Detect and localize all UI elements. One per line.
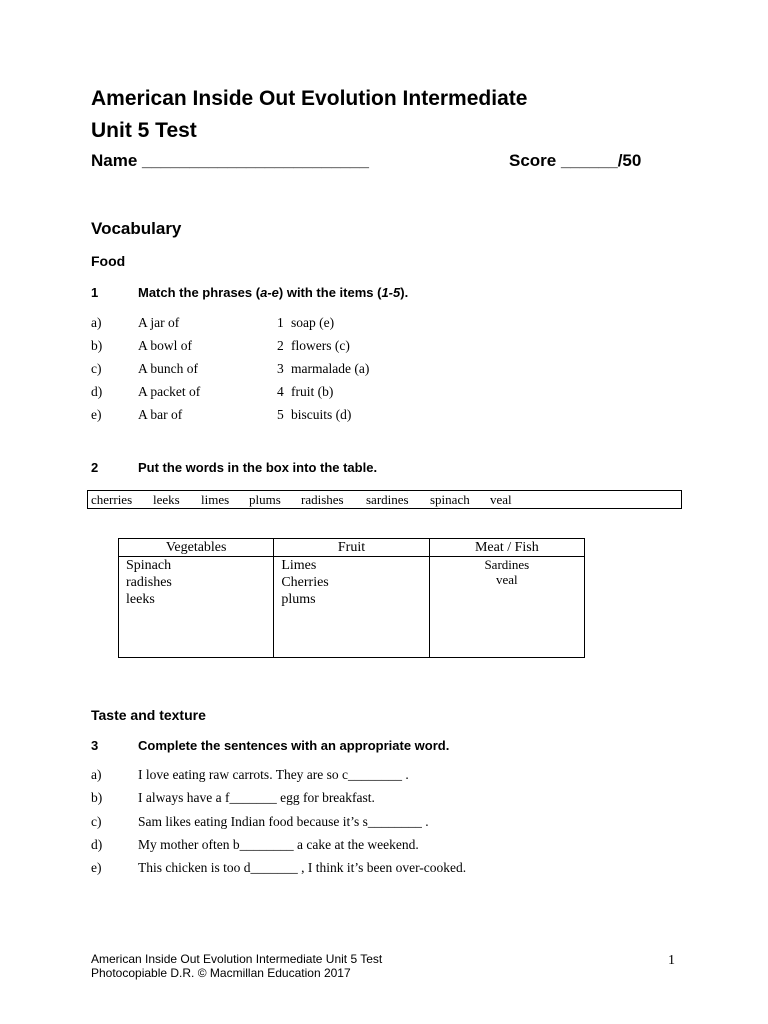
subheading-food: Food [91, 253, 126, 269]
page-number: 1 [668, 953, 675, 968]
cell-meat-fish[interactable] [429, 557, 584, 658]
q3-row-letter: b) [91, 790, 103, 805]
q1-row-num: 1 [277, 315, 284, 330]
word-box-word: limes [201, 492, 230, 507]
name-field[interactable]: Name ________________________ [91, 151, 369, 170]
question-2-instruction: Put the words in the box into the table. [138, 460, 378, 475]
question-1-instruction [138, 285, 408, 300]
word-box-word: sardines [366, 492, 409, 507]
answer-word: Sardines [484, 557, 530, 572]
q1-instr-mid: ) with the items ( [278, 285, 382, 300]
q3-row-letter: c) [91, 814, 102, 829]
word-box-word: radishes [301, 492, 344, 507]
q1-instr-em2: 1-5 [381, 285, 401, 300]
q1-row-letter: a) [91, 315, 102, 330]
q1-instr-em1: a-e [260, 285, 279, 300]
category-table-answer-row [119, 557, 585, 658]
answer-word: Cherries [281, 575, 329, 590]
answer-word: Limes [281, 558, 317, 573]
q1-row-letter: b) [91, 338, 103, 353]
page-title-line2: Unit 5 Test [91, 119, 197, 142]
word-box-word: leeks [153, 492, 180, 507]
subheading-taste-and-texture: Taste and texture [91, 707, 206, 723]
q1-row-letter: e) [91, 407, 102, 422]
question-number-2: 2 [91, 460, 99, 475]
q1-row-phrase: A bar of [138, 407, 183, 422]
cell-fruit[interactable] [274, 557, 429, 658]
q1-instr-post: ). [400, 285, 409, 300]
category-table [118, 538, 585, 658]
question-number-1: 1 [91, 285, 99, 300]
q3-row-letter: d) [91, 837, 103, 852]
question-3-instruction: Complete the sentences with an appropriate word. [138, 738, 450, 753]
answer-word: radishes [126, 575, 172, 590]
q3-sentence[interactable]: Sam likes eating Indian food because it’s s________ . [138, 814, 429, 829]
q3-sentence[interactable]: I love eating raw carrots. They are so c________ . [138, 767, 409, 782]
q1-row-item: fruit (b) [291, 384, 334, 399]
answer-word: plums [281, 592, 316, 607]
word-box-word: spinach [430, 492, 470, 507]
q1-row-phrase: A packet of [138, 384, 201, 399]
q1-row-num: 5 [277, 407, 284, 422]
column-header-fruit: Fruit [274, 539, 429, 557]
q1-row-letter: d) [91, 384, 103, 399]
word-box-word: veal [490, 492, 512, 507]
q1-instr-pre: Match the phrases ( [138, 285, 261, 300]
column-header-meat-fish: Meat / Fish [429, 539, 584, 557]
q1-row-item: soap (e) [291, 315, 335, 330]
q3-sentence[interactable]: My mother often b________ a cake at the weekend. [138, 837, 419, 852]
q1-row-item: marmalade (a) [291, 361, 370, 376]
q1-row-num: 3 [277, 361, 284, 376]
q3-sentence[interactable]: This chicken is too d_______ , I think it’s been over-cooked. [138, 860, 467, 875]
word-box-word: plums [249, 492, 281, 507]
q1-row-num: 4 [277, 384, 284, 399]
q3-row-letter: e) [91, 860, 102, 875]
category-table-header-row [119, 539, 585, 557]
q1-row-phrase: A bowl of [138, 338, 192, 353]
q1-row-num: 2 [277, 338, 284, 353]
cell-vegetables[interactable] [119, 557, 274, 658]
q1-row-item: biscuits (d) [291, 407, 352, 422]
page-title-line1: American Inside Out Evolution Intermediate [91, 87, 528, 110]
word-box [87, 490, 682, 509]
footer-line-2: Photocopiable D.R. © Macmillan Education 2017 [91, 966, 351, 980]
answer-word: leeks [126, 592, 155, 607]
q1-row-phrase: A bunch of [138, 361, 198, 376]
q1-row-phrase: A jar of [138, 315, 180, 330]
section-heading-vocabulary: Vocabulary [91, 219, 182, 238]
q3-sentence[interactable]: I always have a f_______ egg for breakfast. [138, 790, 375, 805]
score-field[interactable]: Score ______/50 [509, 151, 642, 170]
answer-word: veal [496, 572, 518, 587]
word-box-word: cherries [91, 492, 133, 507]
question-number-3: 3 [91, 738, 99, 753]
q1-row-letter: c) [91, 361, 102, 376]
q3-row-letter: a) [91, 767, 102, 782]
footer-line-1: American Inside Out Evolution Intermediate Unit 5 Test [91, 952, 383, 966]
q1-row-item: flowers (c) [291, 338, 350, 353]
answer-word: Spinach [126, 558, 172, 573]
column-header-vegetables: Vegetables [119, 539, 274, 557]
